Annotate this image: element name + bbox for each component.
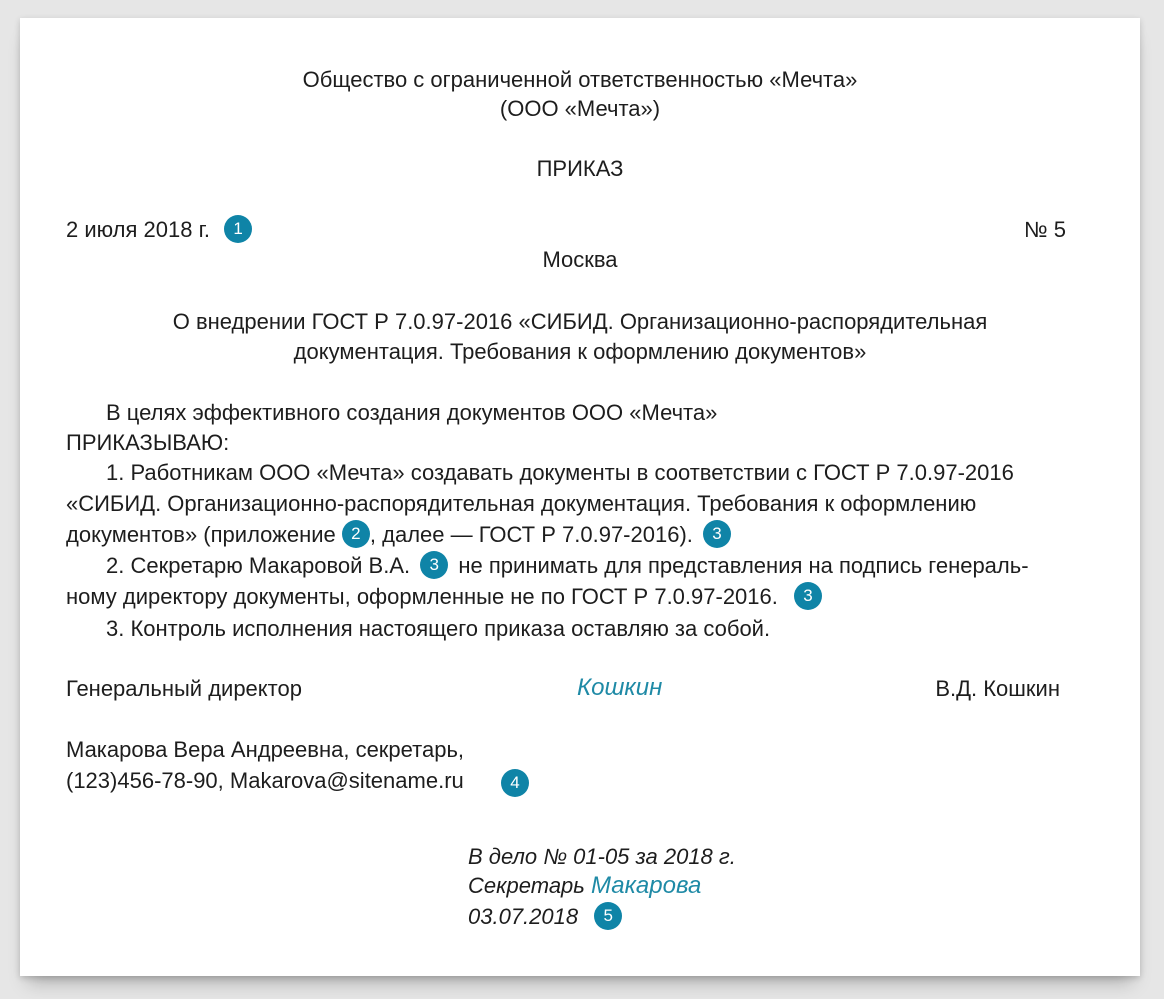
document-place: Москва (542, 247, 618, 272)
subject-line-1: О внедрении ГОСТ Р 7.0.97-2016 «СИБИД. Организационно-распорядительная (172, 309, 988, 334)
item-2-line-2-text: ному директору документы, оформленные не по ГОСТ Р 7.0.97-2016. (66, 584, 778, 609)
filing-line-2 (468, 871, 701, 901)
callout-badge-3: 3 (703, 520, 731, 548)
handwritten-signature: Кошкин (577, 674, 663, 701)
item-1-line-2: «СИБИД. Организационно-распорядительная документация. Требования к оформлению (66, 491, 977, 516)
callout-badge-2: 2 (342, 520, 370, 548)
callout-badge-5: 5 (594, 902, 622, 930)
subject-line-2: документация. Требования к оформлению документов» (293, 339, 867, 364)
order-word: ПРИКАЗЫВАЮ: (66, 430, 230, 455)
document-type: ПРИКАЗ (536, 156, 624, 181)
item-1-line-1: 1. Работникам ООО «Мечта» создавать документы в соответствии с ГОСТ Р 7.0.97-2016 (106, 460, 1014, 485)
callout-badge-3: 3 (794, 582, 822, 610)
document-date-row (66, 215, 252, 245)
executor-contacts: (123)456-78-90, Makarova@sitename.ru (66, 768, 464, 793)
callout-badge-1: 1 (224, 215, 252, 243)
filing-secretary-signature: Макарова (590, 872, 702, 899)
item-1-line-3 (66, 520, 731, 550)
filing-line-3 (468, 902, 622, 932)
filing-secretary-label: Секретарь (468, 873, 585, 898)
item-3: 3. Контроль исполнения настоящего приказа оставляю за собой. (106, 616, 771, 641)
item-2-line-1-text-b: не принимать для представления на подпись генераль- (458, 553, 1029, 578)
organization-short-name: (ООО «Мечта») (499, 96, 661, 121)
executor-line-2 (66, 766, 464, 796)
item-2-line-1-text-a: 2. Секретарю Макаровой В.А. (106, 553, 411, 578)
document-page (20, 18, 1140, 976)
item-1-line-3-text-a: документов» (приложение (66, 522, 336, 547)
item-1-line-3-text-b: , далее — ГОСТ Р 7.0.97-2016). (369, 522, 693, 547)
executor-line-1: Макарова Вера Андреевна, секретарь, (66, 737, 465, 762)
signature-position: Генеральный директор (66, 676, 302, 701)
signatory-name: В.Д. Кошкин (935, 676, 1060, 701)
document-number: № 5 (1024, 217, 1066, 242)
document-date: 2 июля 2018 г. (66, 217, 211, 242)
organization-full-name: Общество с ограниченной ответственностью «Мечта» (302, 67, 858, 92)
callout-badge-3: 3 (420, 551, 448, 579)
preamble: В целях эффективного создания документов ООО «Мечта» (106, 400, 718, 425)
item-2-line-2 (66, 582, 822, 612)
item-2-line-1 (106, 551, 1029, 581)
filing-line-1: В дело № 01-05 за 2018 г. (468, 844, 736, 869)
callout-badge-4: 4 (501, 769, 529, 797)
filing-date: 03.07.2018 (468, 904, 579, 929)
